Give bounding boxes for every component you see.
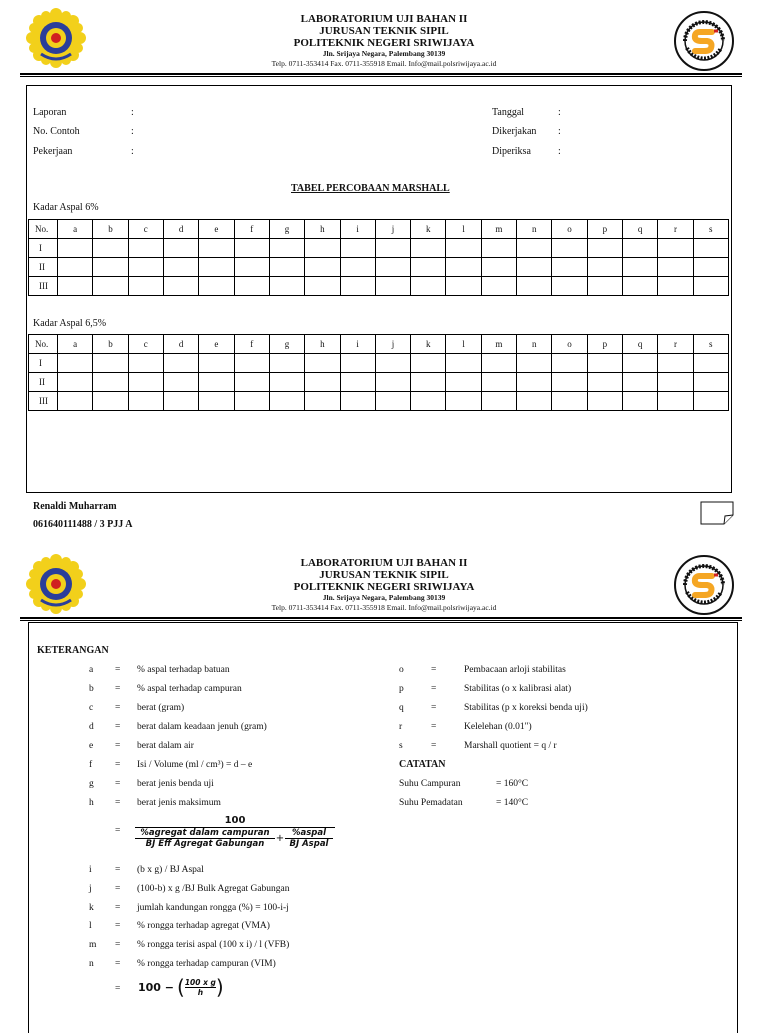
data-cell[interactable] — [93, 258, 128, 277]
column-header: s — [693, 220, 728, 239]
note-key-p: p — [399, 684, 404, 694]
note-eq: = — [115, 665, 121, 675]
data-cell[interactable] — [375, 239, 410, 258]
note-eq: = — [115, 779, 121, 789]
column-header: r — [658, 220, 693, 239]
column-header: g — [269, 220, 304, 239]
field-laporan-sep: : — [131, 107, 134, 118]
column-header: k — [411, 220, 446, 239]
table-row — [29, 277, 729, 296]
data-cell[interactable] — [587, 354, 622, 373]
data-cell[interactable] — [587, 258, 622, 277]
column-header: r — [658, 335, 693, 354]
note-eq: = — [115, 760, 121, 770]
data-cell[interactable] — [163, 277, 198, 296]
data-cell[interactable] — [411, 277, 446, 296]
data-cell[interactable] — [411, 392, 446, 411]
field-no-contoh-sep: : — [131, 126, 134, 137]
column-header: h — [305, 220, 340, 239]
h-term2-bottom: BJ Aspal — [289, 839, 329, 849]
column-header: a — [58, 335, 93, 354]
data-cell[interactable] — [693, 354, 728, 373]
department-name: JURUSAN TEKNIK SIPIL — [319, 25, 449, 37]
column-header: s — [693, 335, 728, 354]
column-header: d — [163, 335, 198, 354]
data-cell[interactable] — [305, 239, 340, 258]
data-cell[interactable] — [693, 239, 728, 258]
note-eq: = — [115, 741, 121, 751]
data-cell[interactable] — [552, 239, 587, 258]
column-header: l — [446, 220, 481, 239]
h-term1-bottom: BJ Eff Agregat Gabungan — [145, 839, 265, 849]
data-cell[interactable] — [269, 354, 304, 373]
data-cell[interactable] — [446, 392, 481, 411]
h-term1-top: %agregat dalam campuran — [135, 828, 275, 839]
column-header: c — [128, 335, 163, 354]
column-header: g — [269, 335, 304, 354]
note-desc-g: berat jenis benda uji — [137, 779, 214, 789]
data-cell[interactable] — [128, 258, 163, 277]
n-formula-eq: = — [115, 984, 121, 994]
column-header: a — [58, 220, 93, 239]
data-cell[interactable] — [269, 258, 304, 277]
data-cell[interactable] — [340, 392, 375, 411]
catatan-suhu-campuran-value: = 160°C — [496, 779, 529, 789]
row-label: III — [29, 392, 58, 411]
note-key-b: b — [89, 684, 94, 694]
note-eq: = — [115, 684, 121, 694]
note-desc-n: % rongga terhadap campuran (VIM) — [137, 959, 276, 969]
note-key-g: g — [89, 779, 94, 789]
data-cell[interactable] — [517, 258, 552, 277]
column-header: d — [163, 220, 198, 239]
data-cell[interactable] — [693, 277, 728, 296]
field-tanggal-label: Tanggal — [492, 107, 525, 118]
note-desc-h: berat jenis maksimum — [137, 798, 221, 808]
data-cell[interactable] — [340, 258, 375, 277]
data-cell[interactable] — [128, 392, 163, 411]
note-key-l: l — [89, 921, 92, 932]
data-cell[interactable] — [93, 354, 128, 373]
column-header: No. — [29, 220, 58, 239]
catatan-suhu-campuran-label: Suhu Campuran — [399, 779, 461, 789]
column-header: j — [375, 220, 410, 239]
column-header: n — [517, 220, 552, 239]
field-pekerjaan-label: Pekerjaan — [33, 146, 73, 157]
data-cell[interactable] — [517, 392, 552, 411]
signature-id: 061640111488 / 3 PJJ A — [33, 519, 133, 530]
note-key-k: k — [89, 902, 94, 913]
data-cell[interactable] — [128, 239, 163, 258]
row-label: I — [29, 239, 58, 258]
note-desc-e: berat dalam air — [137, 741, 194, 751]
catatan-title: CATATAN — [399, 759, 446, 770]
data-cell[interactable] — [269, 373, 304, 392]
data-cell[interactable] — [58, 277, 93, 296]
note-eq: = — [431, 722, 437, 732]
data-cell[interactable] — [58, 354, 93, 373]
column-header: l — [446, 335, 481, 354]
data-cell[interactable] — [411, 258, 446, 277]
note-eq: = — [431, 741, 437, 751]
lab-name: LABORATORIUM UJI BAHAN II — [300, 557, 468, 569]
data-cell[interactable] — [517, 277, 552, 296]
data-cell[interactable] — [693, 373, 728, 392]
data-cell[interactable] — [517, 373, 552, 392]
data-cell[interactable] — [411, 354, 446, 373]
n-formula-den: h — [197, 987, 204, 997]
note-key-d: d — [89, 722, 94, 732]
address: Jln. Srijaya Negara, Palembang 30139 — [322, 49, 446, 58]
column-header: k — [411, 335, 446, 354]
note-eq: = — [115, 865, 121, 875]
data-cell[interactable] — [623, 277, 658, 296]
data-cell[interactable] — [340, 239, 375, 258]
data-cell[interactable] — [163, 258, 198, 277]
address: Jln. Srijaya Negara, Palembang 30139 — [322, 593, 446, 602]
h-plus: + — [275, 833, 285, 844]
h-formula-eq: = — [115, 826, 121, 836]
signature-name: Renaldi Muharram — [33, 501, 117, 512]
lab-name: LABORATORIUM UJI BAHAN II — [300, 13, 468, 25]
column-header: q — [623, 220, 658, 239]
data-cell[interactable] — [340, 277, 375, 296]
data-cell[interactable] — [623, 354, 658, 373]
field-laporan-label: Laporan — [33, 107, 67, 118]
catatan-suhu-pemadatan-label: Suhu Pemadatan — [399, 798, 463, 808]
table-row — [29, 354, 729, 373]
column-header: i — [340, 220, 375, 239]
table2-caption: Kadar Aspal 6,5% — [33, 318, 107, 329]
data-cell[interactable] — [93, 239, 128, 258]
data-cell[interactable] — [269, 239, 304, 258]
column-header: c — [128, 220, 163, 239]
column-header: b — [93, 335, 128, 354]
data-cell[interactable] — [163, 392, 198, 411]
civil-engineering-s-badge-icon — [673, 554, 735, 616]
note-key-o: o — [399, 665, 404, 675]
note-eq: = — [115, 703, 121, 713]
column-header: p — [587, 220, 622, 239]
data-cell[interactable] — [411, 239, 446, 258]
data-cell[interactable] — [446, 258, 481, 277]
note-eq: = — [115, 902, 121, 913]
note-desc-p: Stabilitas (o x kalibrasi alat) — [464, 684, 572, 694]
data-cell[interactable] — [375, 373, 410, 392]
note-desc-b: % aspal terhadap campuran — [137, 684, 242, 694]
column-header: f — [234, 335, 269, 354]
civil-engineering-s-badge-icon — [673, 10, 735, 72]
data-cell[interactable] — [446, 373, 481, 392]
data-cell[interactable] — [658, 277, 693, 296]
data-cell[interactable] — [234, 277, 269, 296]
data-cell[interactable] — [340, 354, 375, 373]
data-cell[interactable] — [552, 354, 587, 373]
h-term2-top: %aspal — [285, 828, 333, 839]
data-cell[interactable] — [269, 277, 304, 296]
data-cell[interactable] — [305, 258, 340, 277]
data-cell[interactable] — [305, 354, 340, 373]
data-cell[interactable] — [481, 258, 516, 277]
data-cell[interactable] — [481, 239, 516, 258]
column-header: q — [623, 335, 658, 354]
data-cell[interactable] — [234, 239, 269, 258]
note-key-s: s — [399, 741, 403, 751]
data-cell[interactable] — [623, 239, 658, 258]
catatan-suhu-pemadatan-value: = 140°C — [496, 798, 529, 808]
note-eq: = — [115, 798, 121, 808]
data-cell[interactable] — [128, 373, 163, 392]
polsri-gear-emblem-icon — [26, 8, 86, 68]
column-header: No. — [29, 335, 58, 354]
note-desc-d: berat dalam keadaan jenuh (gram) — [137, 722, 267, 732]
data-cell[interactable] — [128, 277, 163, 296]
h-formula-numerator: 100 — [224, 815, 246, 826]
note-key-n: n — [89, 959, 94, 969]
note-desc-j: (100-b) x g /BJ Bulk Agregat Gabungan — [137, 883, 290, 894]
data-cell[interactable] — [658, 354, 693, 373]
data-cell[interactable] — [446, 239, 481, 258]
note-key-c: c — [89, 703, 94, 713]
data-cell[interactable] — [587, 277, 622, 296]
column-header: o — [552, 335, 587, 354]
data-cell[interactable] — [446, 277, 481, 296]
keterangan-title: KETERANGAN — [37, 645, 109, 656]
data-cell[interactable] — [163, 239, 198, 258]
note-eq: = — [431, 703, 437, 713]
data-cell[interactable] — [58, 258, 93, 277]
note-desc-l: % rongga terhadap agregat (VMA) — [137, 921, 270, 932]
data-cell[interactable] — [234, 354, 269, 373]
note-desc-r: Kelelehan (0.01") — [464, 722, 532, 732]
institution-name: POLITEKNIK NEGERI SRIWIJAYA — [293, 37, 475, 49]
field-diperiksa-sep: : — [558, 146, 561, 157]
data-cell[interactable] — [199, 392, 234, 411]
data-cell[interactable] — [658, 239, 693, 258]
data-cell[interactable] — [269, 392, 304, 411]
data-cell[interactable] — [375, 258, 410, 277]
data-cell[interactable] — [199, 258, 234, 277]
data-cell[interactable] — [163, 373, 198, 392]
note-key-j: j — [89, 883, 92, 894]
column-header: e — [199, 220, 234, 239]
note-desc-q: Stabilitas (p x koreksi benda uji) — [464, 703, 588, 713]
data-cell[interactable] — [481, 354, 516, 373]
data-cell[interactable] — [587, 239, 622, 258]
data-cell[interactable] — [199, 373, 234, 392]
data-cell[interactable] — [305, 392, 340, 411]
data-cell[interactable] — [658, 373, 693, 392]
institution-name: POLITEKNIK NEGERI SRIWIJAYA — [293, 581, 475, 593]
table-header-row — [29, 220, 729, 239]
marshall-table-6-5 — [28, 334, 729, 411]
table-row — [29, 392, 729, 411]
data-cell[interactable] — [58, 392, 93, 411]
note-key-m: m — [89, 940, 97, 951]
data-cell[interactable] — [481, 392, 516, 411]
table-title: TABEL PERCOBAAN MARSHALL — [291, 183, 450, 194]
note-desc-i: (b x g) / BJ Aspal — [137, 865, 204, 875]
data-cell[interactable] — [481, 373, 516, 392]
row-label: III — [29, 277, 58, 296]
contact-line: Telp. 0711-353414 Fax. 0711-355918 Email. Info@mail.polsriwijaya.ac.id — [271, 603, 497, 612]
field-tanggal-sep: : — [558, 107, 561, 118]
note-key-r: r — [399, 722, 403, 732]
note-eq: = — [115, 722, 121, 732]
n-formula-lead: 100 − — [138, 980, 175, 994]
data-cell[interactable] — [93, 392, 128, 411]
table-row — [29, 239, 729, 258]
data-cell[interactable] — [411, 373, 446, 392]
data-cell[interactable] — [199, 277, 234, 296]
field-pekerjaan-sep: : — [131, 146, 134, 157]
note-desc-a: % aspal terhadap batuan — [137, 665, 230, 675]
page-curl-icon — [700, 501, 734, 530]
n-formula: 100 − ( $\frac{\text{100 x g}}{h}$ ) — [138, 975, 224, 999]
polsri-gear-emblem-icon — [26, 554, 86, 614]
data-cell[interactable] — [340, 373, 375, 392]
row-label: II — [29, 258, 58, 277]
data-cell[interactable] — [234, 258, 269, 277]
note-desc-m: % rongga terisi aspal (100 x i) / l (VFB) — [137, 940, 290, 951]
data-cell[interactable] — [658, 392, 693, 411]
row-label: II — [29, 373, 58, 392]
table-row — [29, 258, 729, 277]
data-cell[interactable] — [305, 373, 340, 392]
note-desc-c: berat (gram) — [137, 703, 185, 713]
data-cell[interactable] — [446, 354, 481, 373]
table-row — [29, 373, 729, 392]
column-header: m — [481, 335, 516, 354]
data-cell[interactable] — [587, 392, 622, 411]
data-cell[interactable] — [552, 258, 587, 277]
note-eq: = — [115, 883, 121, 894]
data-cell[interactable] — [93, 373, 128, 392]
column-header: j — [375, 335, 410, 354]
column-header: n — [517, 335, 552, 354]
row-label: I — [29, 354, 58, 373]
data-cell[interactable] — [58, 373, 93, 392]
table-header-row — [29, 335, 729, 354]
note-key-a: a — [89, 665, 94, 675]
note-key-q: q — [399, 703, 404, 713]
data-cell[interactable] — [234, 373, 269, 392]
note-desc-o: Pembacaan arloji stabilitas — [464, 665, 566, 675]
data-cell[interactable] — [481, 277, 516, 296]
data-cell[interactable] — [234, 392, 269, 411]
note-eq: = — [115, 940, 121, 951]
note-key-i: i — [89, 865, 92, 875]
note-eq: = — [115, 959, 121, 969]
column-header: b — [93, 220, 128, 239]
column-header: m — [481, 220, 516, 239]
note-eq: = — [431, 665, 437, 675]
field-no-contoh-label: No. Contoh — [33, 126, 80, 137]
data-cell[interactable] — [693, 392, 728, 411]
note-desc-k: jumlah kandungan rongga (%) = 100-i-j — [137, 902, 289, 913]
note-key-h: h — [89, 798, 94, 808]
note-key-f: f — [89, 760, 93, 770]
contact-line: Telp. 0711-353414 Fax. 0711-355918 Email. Info@mail.polsriwijaya.ac.id — [271, 59, 497, 68]
marshall-table-6 — [28, 219, 729, 296]
data-cell[interactable] — [199, 239, 234, 258]
data-cell[interactable] — [375, 277, 410, 296]
data-cell[interactable] — [517, 354, 552, 373]
column-header: i — [340, 335, 375, 354]
n-formula-num: 100 x g — [184, 977, 216, 987]
data-cell[interactable] — [128, 354, 163, 373]
data-cell[interactable] — [58, 239, 93, 258]
data-cell[interactable] — [305, 277, 340, 296]
data-cell[interactable] — [517, 239, 552, 258]
note-desc-s: Marshall quotient = q / r — [464, 741, 557, 751]
data-cell[interactable] — [199, 354, 234, 373]
data-cell[interactable] — [375, 354, 410, 373]
data-cell[interactable] — [552, 373, 587, 392]
note-desc-f: Isi / Volume (ml / cm³) = d – e — [137, 760, 253, 770]
data-cell[interactable] — [552, 277, 587, 296]
data-cell[interactable] — [93, 277, 128, 296]
department-name: JURUSAN TEKNIK SIPIL — [319, 569, 449, 581]
data-cell[interactable] — [658, 258, 693, 277]
column-header: e — [199, 335, 234, 354]
note-key-e: e — [89, 741, 94, 751]
data-cell[interactable] — [587, 373, 622, 392]
column-header: o — [552, 220, 587, 239]
data-cell[interactable] — [693, 258, 728, 277]
field-dikerjakan-sep: : — [558, 126, 561, 137]
field-dikerjakan-label: Dikerjakan — [492, 126, 537, 137]
data-cell[interactable] — [552, 392, 587, 411]
data-cell[interactable] — [623, 373, 658, 392]
column-header: h — [305, 335, 340, 354]
table1-caption: Kadar Aspal 6% — [33, 202, 99, 213]
data-cell[interactable] — [163, 354, 198, 373]
column-header: f — [234, 220, 269, 239]
h-formula — [135, 815, 335, 849]
data-cell[interactable] — [623, 392, 658, 411]
data-cell[interactable] — [623, 258, 658, 277]
field-diperiksa-label: Diperiksa — [492, 146, 531, 157]
note-eq: = — [431, 684, 437, 694]
data-cell[interactable] — [375, 392, 410, 411]
note-eq: = — [115, 921, 121, 932]
column-header: p — [587, 335, 622, 354]
